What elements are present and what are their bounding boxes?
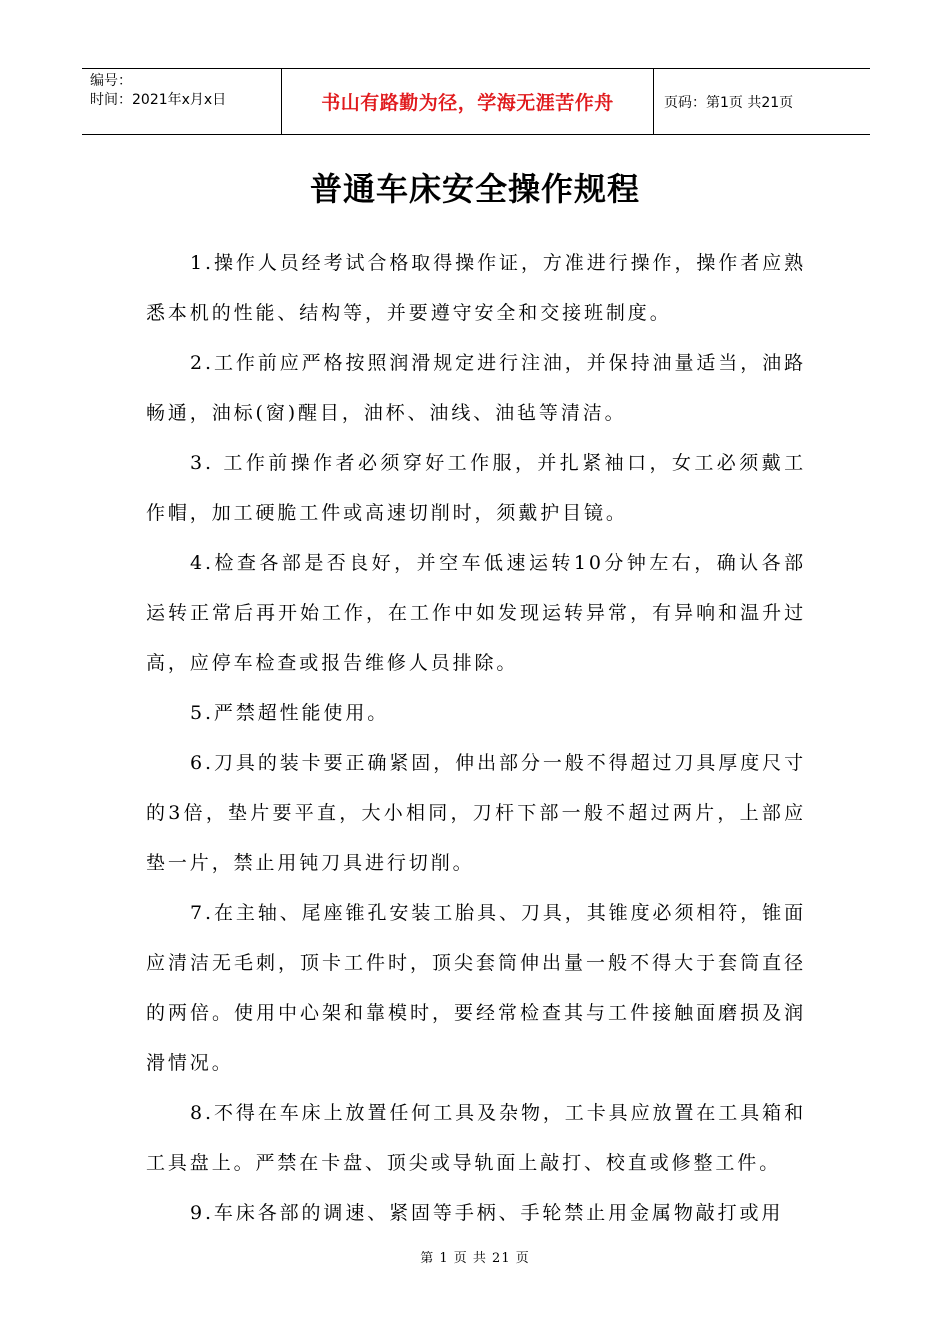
header-meta [82,69,282,134]
header-motto: 书山有路勤为径，学海无涯苦作舟 [282,69,654,134]
rule-paragraph-4: 4.检查各部是否良好，并空车低速运转10分钟左右，确认各部运转正常后再开始工作，在工作中如发现运转异常，有异响和温升过高，应停车检查或报告维修人员排除。 [146,552,806,674]
rule-paragraph-7: 7.在主轴、尾座锥孔安装工胎具、刀具，其锥度必须相符，锥面应清洁无毛刺，顶卡工件时，顶尖套筒伸出量一般不得大于套筒直径的两倍。使用中心架和靠模时，要经常检查其与工件接触面磨损及润滑情况。 [146,902,806,1074]
document-body [146,238,806,1238]
page-footer: 第 1 页 共 21 页 [420,1251,530,1266]
rule-paragraph-5: 5.严禁超性能使用。 [190,702,390,724]
rule-paragraph-6: 6.刀具的装卡要正确紧固，伸出部分一般不得超过刀具厚度尺寸的3倍，垫片要平直，大小相同，刀杆下部一般不超过两片，上部应垫一片，禁止用钝刀具进行切削。 [146,752,806,874]
rule-paragraph-9: 9.车床各部的调速、紧固等手柄、手轮禁止用金属物敲打或用 [190,1202,784,1224]
rule-paragraph-3: 3. 工作前操作者必须穿好工作服，并扎紧袖口，女工必须戴工作帽，加工硬脆工件或高速切削时，须戴护目镜。 [146,452,806,524]
rule-paragraph-8: 8.不得在车床上放置任何工具及杂物，工卡具应放置在工具箱和工具盘上。严禁在卡盘、顶尖或导轨面上敲打、校直或修整工件。 [146,1102,806,1174]
header-page-info: 页码：第1页 共21页 [664,94,794,111]
rule-paragraph-1: 1.操作人员经考试合格取得操作证，方准进行操作，操作者应熟悉本机的性能、结构等，并要遵守安全和交接班制度。 [146,252,806,324]
rule-paragraph-2: 2.工作前应严格按照润滑规定进行注油，并保持油量适当，油路畅通，油标(窗)醒目，油杯、油线、油毡等清洁。 [146,352,806,424]
document-time-label: 时间：2021年x月x日 [90,92,227,108]
page-header [82,68,870,135]
document-number-label: 编号： [90,73,132,89]
page-title: 普通车床安全操作规程 [309,170,640,208]
